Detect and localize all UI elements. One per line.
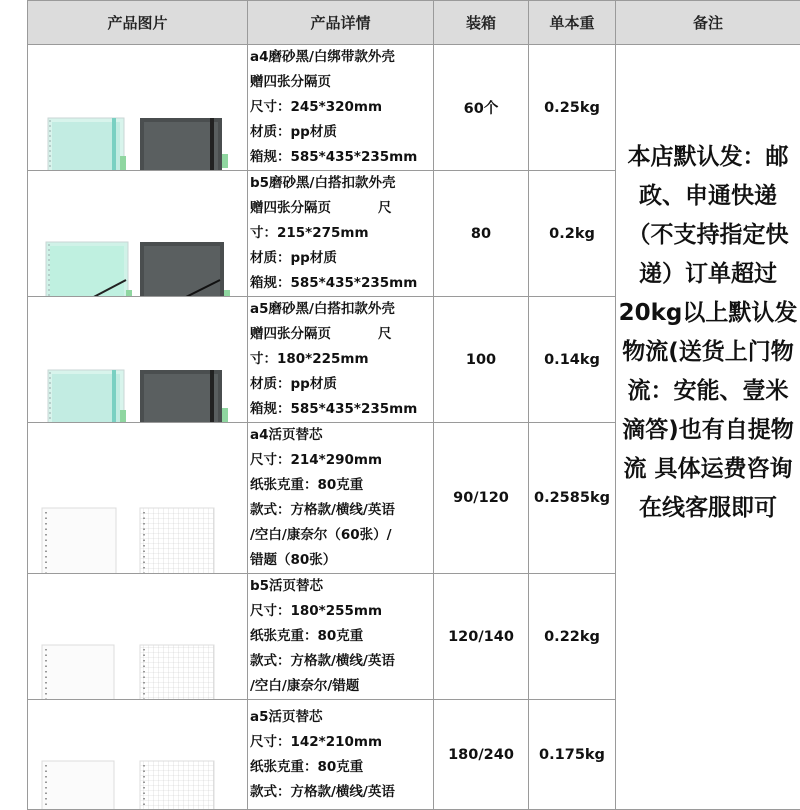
header-unit-weight: 单本重 [529, 1, 616, 45]
unit-weight: 0.22kg [529, 574, 616, 700]
refill-pages-image [28, 637, 248, 700]
box-qty: 60个 [434, 45, 529, 171]
product-table [27, 0, 800, 810]
product-details: a5活页替芯 尺寸：142*210mm 纸张克重：80克重 款式：方格款/横线/英语 [248, 700, 434, 810]
binder-cover-image [28, 234, 248, 297]
product-details: b5活页替芯 尺寸：180*255mm 纸张克重：80克重 款式：方格款/横线/英语 /空白/康奈尔/错题 [248, 574, 434, 700]
header-product-image: 产品图片 [28, 1, 248, 45]
binder-cover-image [28, 108, 248, 171]
unit-weight: 0.175kg [529, 700, 616, 810]
header-product-details: 产品详情 [248, 1, 434, 45]
remarks-text: 本店默认发：邮政、申通快递（不支持指定快递）订单超过20kg以上默认发物流(送货上门物流：安能、壹米滴答)也有自提物流 具体运费咨询在线客服即可 [618, 45, 798, 528]
box-qty: 90/120 [434, 423, 529, 574]
table-row [28, 45, 800, 171]
unit-weight: 0.14kg [529, 297, 616, 423]
product-image-a4-refill [28, 423, 248, 574]
binder-cover-image [28, 360, 248, 423]
product-details: a4磨砂黑/白绑带款外壳 赠四张分隔页 尺寸：245*320mm 材质：pp材质 箱规：585*435*235mm [248, 45, 434, 171]
box-qty: 80 [434, 171, 529, 297]
header-row [28, 1, 800, 45]
unit-weight: 0.2585kg [529, 423, 616, 574]
product-image-b5-cover [28, 171, 248, 297]
header-box-qty: 装箱 [434, 1, 529, 45]
product-image-a5-refill [28, 700, 248, 810]
box-qty: 180/240 [434, 700, 529, 810]
unit-weight: 0.2kg [529, 171, 616, 297]
unit-weight: 0.25kg [529, 45, 616, 171]
product-details: b5磨砂黑/白搭扣款外壳 赠四张分隔页 尺 寸：215*275mm 材质：pp材质 箱规：585*435*235mm [248, 171, 434, 297]
box-qty: 120/140 [434, 574, 529, 700]
product-image-a4-cover [28, 45, 248, 171]
product-image-a5-cover [28, 297, 248, 423]
product-details: a4活页替芯 尺寸：214*290mm 纸张克重：80克重 款式：方格款/横线/英语 /空白/康奈尔（60张）/ 错题（80张） [248, 423, 434, 574]
refill-pages-image [28, 755, 248, 810]
product-image-b5-refill [28, 574, 248, 700]
remarks-cell [616, 45, 800, 810]
refill-pages-image [28, 498, 248, 574]
box-qty: 100 [434, 297, 529, 423]
product-details: a5磨砂黑/白搭扣款外壳 赠四张分隔页 尺 寸：180*225mm 材质：pp材质 箱规：585*435*235mm [248, 297, 434, 423]
header-remarks: 备注 [616, 1, 800, 45]
